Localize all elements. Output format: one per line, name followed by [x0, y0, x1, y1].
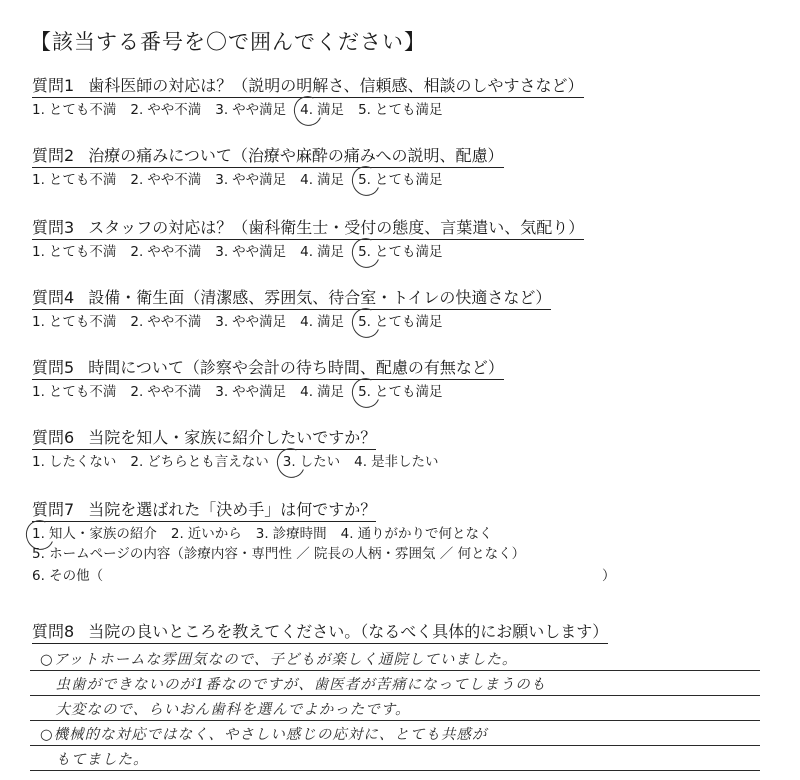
- answer-line: [30, 646, 760, 671]
- question-number: 質問7: [32, 500, 75, 519]
- question-text: スタッフの対応は？（歯科衛生士・受付の態度、言葉遣い、気配り）: [88, 218, 585, 237]
- option-row: [32, 101, 584, 119]
- option-label: やや不満: [147, 172, 202, 188]
- question-number: 質問1: [32, 76, 75, 95]
- option-number: 2.: [130, 384, 144, 400]
- question-number: 質問6: [32, 428, 75, 447]
- option-number: 4.: [300, 384, 314, 400]
- option-label: 満足: [317, 102, 345, 118]
- handwritten-text: 虫歯ができないのが1番なのですが、歯医者が苦痛になってしまうのも: [40, 677, 547, 693]
- option-row: [32, 453, 453, 471]
- option-5-line[interactable]: 5. ホームページの内容（診療内容・専門性 ／ 院長の人柄・雰囲気 ／ 何となく）: [32, 546, 526, 562]
- option-label: とても満足: [374, 102, 443, 118]
- question-text: 時間について（診察や会計の待ち時間、配慮の有無など）: [88, 358, 504, 377]
- option-number: 3.: [215, 244, 229, 260]
- option-number: 4.: [300, 172, 314, 188]
- option-selected[interactable]: [300, 101, 344, 119]
- option-selected[interactable]: [358, 313, 442, 331]
- question-title: [32, 146, 504, 168]
- option-label: とても不満: [48, 314, 117, 330]
- option-label: 近いから: [187, 526, 242, 542]
- option-number: 2.: [130, 454, 144, 470]
- option-number: 4.: [300, 314, 314, 330]
- option[interactable]: [215, 101, 286, 119]
- option-label: とても不満: [48, 384, 117, 400]
- question-title: [32, 288, 551, 310]
- option-label: とても満足: [374, 244, 443, 260]
- question-title: [32, 622, 608, 644]
- option-number: 5.: [358, 244, 371, 260]
- option[interactable]: [32, 243, 116, 261]
- option-number: 5.: [358, 384, 371, 400]
- option-label: とても満足: [374, 314, 443, 330]
- option-number: 4.: [300, 102, 314, 118]
- option[interactable]: [215, 313, 286, 331]
- option-number: 4.: [340, 526, 354, 542]
- handwritten-text: もてました。: [40, 752, 149, 768]
- question-number: 質問2: [32, 146, 75, 165]
- question-text: 設備・衛生面（清潔感、雰囲気、待合室・トイレの快適さなど）: [88, 288, 552, 307]
- option-label: 満足: [317, 384, 345, 400]
- option-number: 1.: [32, 454, 45, 470]
- option[interactable]: [130, 243, 201, 261]
- option[interactable]: [32, 101, 116, 119]
- option[interactable]: [341, 525, 493, 543]
- option-number: 1.: [32, 314, 45, 330]
- option-label: やや不満: [147, 244, 202, 260]
- option-label: やや不満: [147, 102, 202, 118]
- option-selected[interactable]: [283, 453, 340, 471]
- question-5: [32, 358, 504, 401]
- question-text: 治療の痛みについて（治療や麻酔の痛みへの説明、配慮）: [88, 146, 504, 165]
- answer-line: [30, 696, 760, 721]
- option-label: やや満足: [232, 244, 287, 260]
- option[interactable]: [130, 171, 201, 189]
- option-label: 満足: [317, 172, 345, 188]
- option-row: [32, 171, 504, 189]
- option-number: 2.: [130, 314, 144, 330]
- option-number: 1.: [32, 244, 45, 260]
- option-number: 2.: [130, 102, 144, 118]
- question-number: 質問5: [32, 358, 75, 377]
- option-6-label: 6. その他（: [32, 568, 104, 584]
- option-label: やや不満: [147, 314, 202, 330]
- option-number: 4.: [354, 454, 368, 470]
- option-label: 是非したい: [371, 454, 439, 470]
- option[interactable]: [130, 383, 201, 401]
- option-6-close: ）: [602, 568, 616, 584]
- option-number: 2.: [130, 172, 144, 188]
- option[interactable]: [215, 243, 286, 261]
- option-number: 3.: [255, 526, 269, 542]
- answer-line: [30, 671, 760, 696]
- option-label: やや満足: [232, 172, 287, 188]
- option-number: 3.: [282, 454, 296, 470]
- option-number: 3.: [215, 102, 229, 118]
- option[interactable]: [32, 313, 116, 331]
- option-label: とても不満: [48, 172, 117, 188]
- option-selected[interactable]: [358, 171, 442, 189]
- option-label: やや満足: [232, 102, 287, 118]
- option-label: 満足: [317, 314, 345, 330]
- option-label: 満足: [317, 244, 345, 260]
- option-number: 1.: [32, 526, 45, 542]
- option-number: 2.: [130, 244, 144, 260]
- option-number: 3.: [215, 314, 229, 330]
- option-label: したくない: [48, 454, 117, 470]
- option[interactable]: [215, 171, 286, 189]
- option-label: したい: [299, 454, 341, 470]
- question-title: [32, 500, 376, 522]
- question-title: [32, 76, 584, 98]
- question-number: 質問3: [32, 218, 75, 237]
- question-4: [32, 288, 551, 331]
- option-label: やや不満: [147, 384, 202, 400]
- option-label: とても満足: [374, 172, 443, 188]
- option-number: 3.: [215, 384, 229, 400]
- option[interactable]: [130, 101, 201, 119]
- question-title: [32, 428, 376, 450]
- handwritten-text: ○アットホームな雰囲気なので、子どもが楽しく通院していました。: [40, 652, 518, 668]
- question-title: [32, 218, 584, 240]
- option-number: 1.: [32, 102, 45, 118]
- option[interactable]: [32, 171, 116, 189]
- option-label: 診療時間: [272, 526, 327, 542]
- option[interactable]: [171, 525, 242, 543]
- option[interactable]: [215, 383, 286, 401]
- question-title: [32, 358, 504, 380]
- question-text: 当院を選ばれた「決め手」は何ですか？: [88, 500, 377, 519]
- option[interactable]: [358, 101, 442, 119]
- option-label: とても満足: [374, 384, 443, 400]
- option-selected[interactable]: [358, 243, 442, 261]
- instruction-header: 【該当する番号を〇で囲んでください】: [30, 30, 426, 54]
- option-row: [32, 313, 551, 331]
- option-selected[interactable]: [32, 525, 157, 543]
- option-number: 3.: [215, 172, 229, 188]
- option-selected[interactable]: [358, 383, 442, 401]
- option-label: やや満足: [232, 314, 287, 330]
- option[interactable]: [130, 313, 201, 331]
- answer-line: [30, 721, 760, 746]
- option-label: とても不満: [48, 244, 117, 260]
- question-text: 当院の良いところを教えてください。（なるべく具体的にお願いします）: [88, 622, 609, 641]
- answer-area[interactable]: [30, 646, 760, 771]
- option[interactable]: [300, 243, 344, 261]
- option-label: 知人・家族の紹介: [48, 526, 157, 542]
- question-number: 質問4: [32, 288, 75, 307]
- question-text: 当院を知人・家族に紹介したいですか？: [88, 428, 377, 447]
- option-6-line[interactable]: [32, 565, 616, 587]
- question-3: [32, 218, 584, 261]
- option-label: 通りがかりで何となく: [357, 526, 493, 542]
- option-label: とても不満: [48, 102, 117, 118]
- option[interactable]: [300, 171, 344, 189]
- option-label: やや満足: [232, 384, 287, 400]
- question-2: [32, 146, 504, 189]
- answer-line: [30, 746, 760, 771]
- option[interactable]: [32, 453, 116, 471]
- handwritten-text: ○機械的な対応ではなく、やさしい感じの応対に、とても共感が: [40, 727, 488, 743]
- option-number: 5.: [358, 314, 371, 330]
- option-row: [32, 243, 584, 261]
- option-label: どちらとも言えない: [147, 454, 269, 470]
- option-number: 4.: [300, 244, 314, 260]
- question-text: 歯科医師の対応は？（説明の明解さ、信頼感、相談のしやすさなど）: [88, 76, 584, 95]
- option-row: [32, 525, 525, 543]
- option-number: 5.: [358, 172, 371, 188]
- question-7: [32, 500, 616, 587]
- question-1: [32, 76, 584, 119]
- option-row: [32, 383, 504, 401]
- option-number: 1.: [32, 384, 45, 400]
- option[interactable]: [130, 453, 268, 471]
- option[interactable]: [32, 383, 116, 401]
- option[interactable]: [300, 313, 344, 331]
- handwritten-text: 大変なので、らいおん歯科を選んでよかったです。: [40, 702, 411, 718]
- question-6: [32, 428, 453, 471]
- option-number: 1.: [32, 172, 45, 188]
- option[interactable]: [354, 453, 438, 471]
- question-number: 質問8: [32, 622, 75, 641]
- question-8: [32, 622, 732, 644]
- option[interactable]: [300, 383, 344, 401]
- option-number: 2.: [170, 526, 184, 542]
- option[interactable]: [256, 525, 327, 543]
- option-number: 5.: [358, 102, 371, 118]
